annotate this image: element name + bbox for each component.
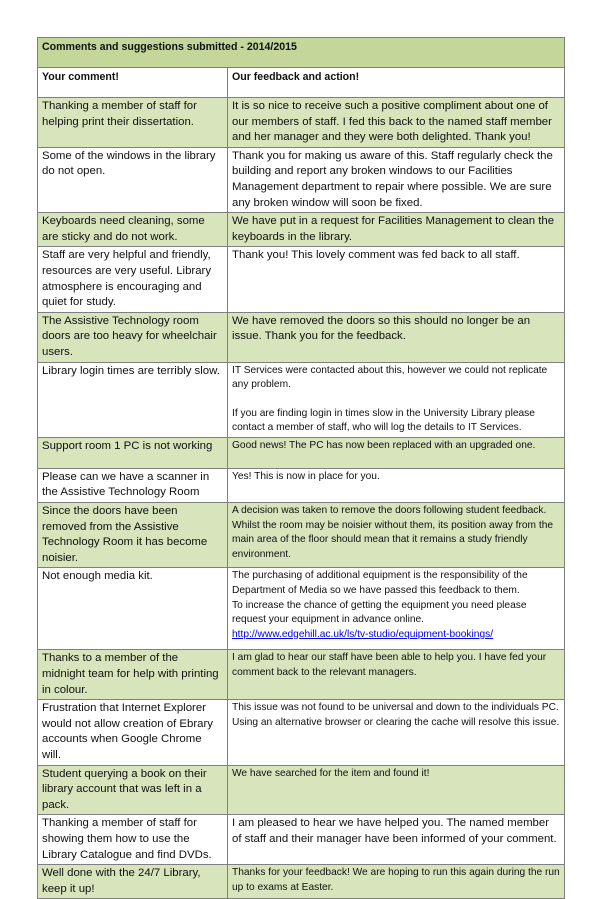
feedback-cell: I am glad to hear our staff have been able to help you. I have fed your comment back to the relevant managers.	[228, 650, 565, 700]
comment-cell: Thanking a member of staff for showing them how to use the Library Catalogue and find DVDs.	[38, 815, 228, 865]
feedback-cell: It is so nice to receive such a positive compliment about one of our members of staff. I fed this back to the named staff member and her manager and they were both delighted. Thank you!	[228, 98, 565, 148]
feedback-cell: Thanks for your feedback! We are hoping to run this again during the run up to exams at Easter.	[228, 865, 565, 899]
table-header-row	[38, 68, 565, 98]
feedback-text: IT Services were contacted about this, however we could not replicate any problem.	[232, 364, 548, 391]
equipment-bookings-link[interactable]: http://www.edgehill.ac.uk/ls/tv-studio/equipment-bookings/	[232, 628, 494, 640]
table-row	[38, 700, 565, 765]
feedback-cell: This issue was not found to be universal and down to the individuals PC. Using an alternative browser or clearing the cache will resolve this issue.	[228, 700, 565, 765]
feedback-cell	[228, 362, 565, 437]
feedback-cell: Thank you for making us aware of this. Staff regularly check the building and report any broken windows to our Facilities Management department to repair where possible. We are sure any broken window will soon be fixed.	[228, 147, 565, 212]
comment-cell: Keyboards need cleaning, some are sticky and do not work.	[38, 213, 228, 247]
comments-table	[37, 37, 565, 899]
comment-cell: Not enough media kit.	[38, 568, 228, 650]
comment-cell: Student querying a book on their library account that was left in a pack.	[38, 765, 228, 815]
comment-cell: Thanks to a member of the midnight team for help with printing in colour.	[38, 650, 228, 700]
feedback-text: The purchasing of additional equipment is the responsibility of the Department of Media so we have passed this feedback to them.	[232, 570, 528, 597]
comment-cell: Some of the windows in the library do not open.	[38, 147, 228, 212]
table-row	[38, 98, 565, 148]
table-title: Comments and suggestions submitted - 2014/2015	[38, 38, 565, 68]
comment-cell: Staff are very helpful and friendly, resources are very useful. Library atmosphere is encouraging and quiet for study.	[38, 247, 228, 312]
comment-cell: Library login times are terribly slow.	[38, 362, 228, 437]
comment-cell: Thanking a member of staff for helping print their dissertation.	[38, 98, 228, 148]
table-row	[38, 247, 565, 312]
document-page	[37, 37, 564, 899]
comment-cell: Frustration that Internet Explorer would not allow creation of Ebrary accounts when Google Chrome will.	[38, 700, 228, 765]
comment-cell: Since the doors have been removed from the Assistive Technology Room it has become noisier.	[38, 503, 228, 568]
table-row	[38, 362, 565, 437]
table-row	[38, 437, 565, 468]
feedback-cell: Good news! The PC has now been replaced with an upgraded one.	[228, 437, 565, 468]
feedback-cell: We have searched for the item and found it!	[228, 765, 565, 815]
comment-cell: Well done with the 24/7 Library, keep it up!	[38, 865, 228, 899]
column-header-feedback: Our feedback and action!	[228, 68, 565, 98]
column-header-comment: Your comment!	[38, 68, 228, 98]
table-row	[38, 568, 565, 650]
table-row	[38, 815, 565, 865]
table-row	[38, 765, 565, 815]
feedback-cell: We have put in a request for Facilities Management to clean the keyboards in the library.	[228, 213, 565, 247]
feedback-cell	[228, 568, 565, 650]
feedback-text-2: To increase the chance of getting the equipment you need please request your equipment in advance online.	[232, 599, 527, 626]
table-row	[38, 468, 565, 502]
feedback-cell: I am pleased to hear we have helped you. The named member of staff and their manager have been informed of your comment.	[228, 815, 565, 865]
table-title-row	[38, 38, 565, 68]
feedback-text-2: If you are finding login in times slow in the University Library please contact a member of staff, who will log the details to IT Services.	[232, 407, 535, 434]
feedback-cell: Thank you! This lovely comment was fed back to all staff.	[228, 247, 565, 312]
feedback-cell: A decision was taken to remove the doors following student feedback. Whilst the room may be noisier without them, its position away from the main area of the floor should mean that it remains a study friendly environment.	[228, 503, 565, 568]
feedback-cell: Yes! This is now in place for you.	[228, 468, 565, 502]
table-row	[38, 147, 565, 212]
table-row	[38, 213, 565, 247]
table-row	[38, 865, 565, 899]
comment-cell: The Assistive Technology room doors are too heavy for wheelchair users.	[38, 312, 228, 362]
comment-cell: Please can we have a scanner in the Assistive Technology Room	[38, 468, 228, 502]
table-row	[38, 503, 565, 568]
comment-cell: Support room 1 PC is not working	[38, 437, 228, 468]
table-row	[38, 312, 565, 362]
feedback-cell: We have removed the doors so this should no longer be an issue. Thank you for the feedback.	[228, 312, 565, 362]
table-row	[38, 650, 565, 700]
